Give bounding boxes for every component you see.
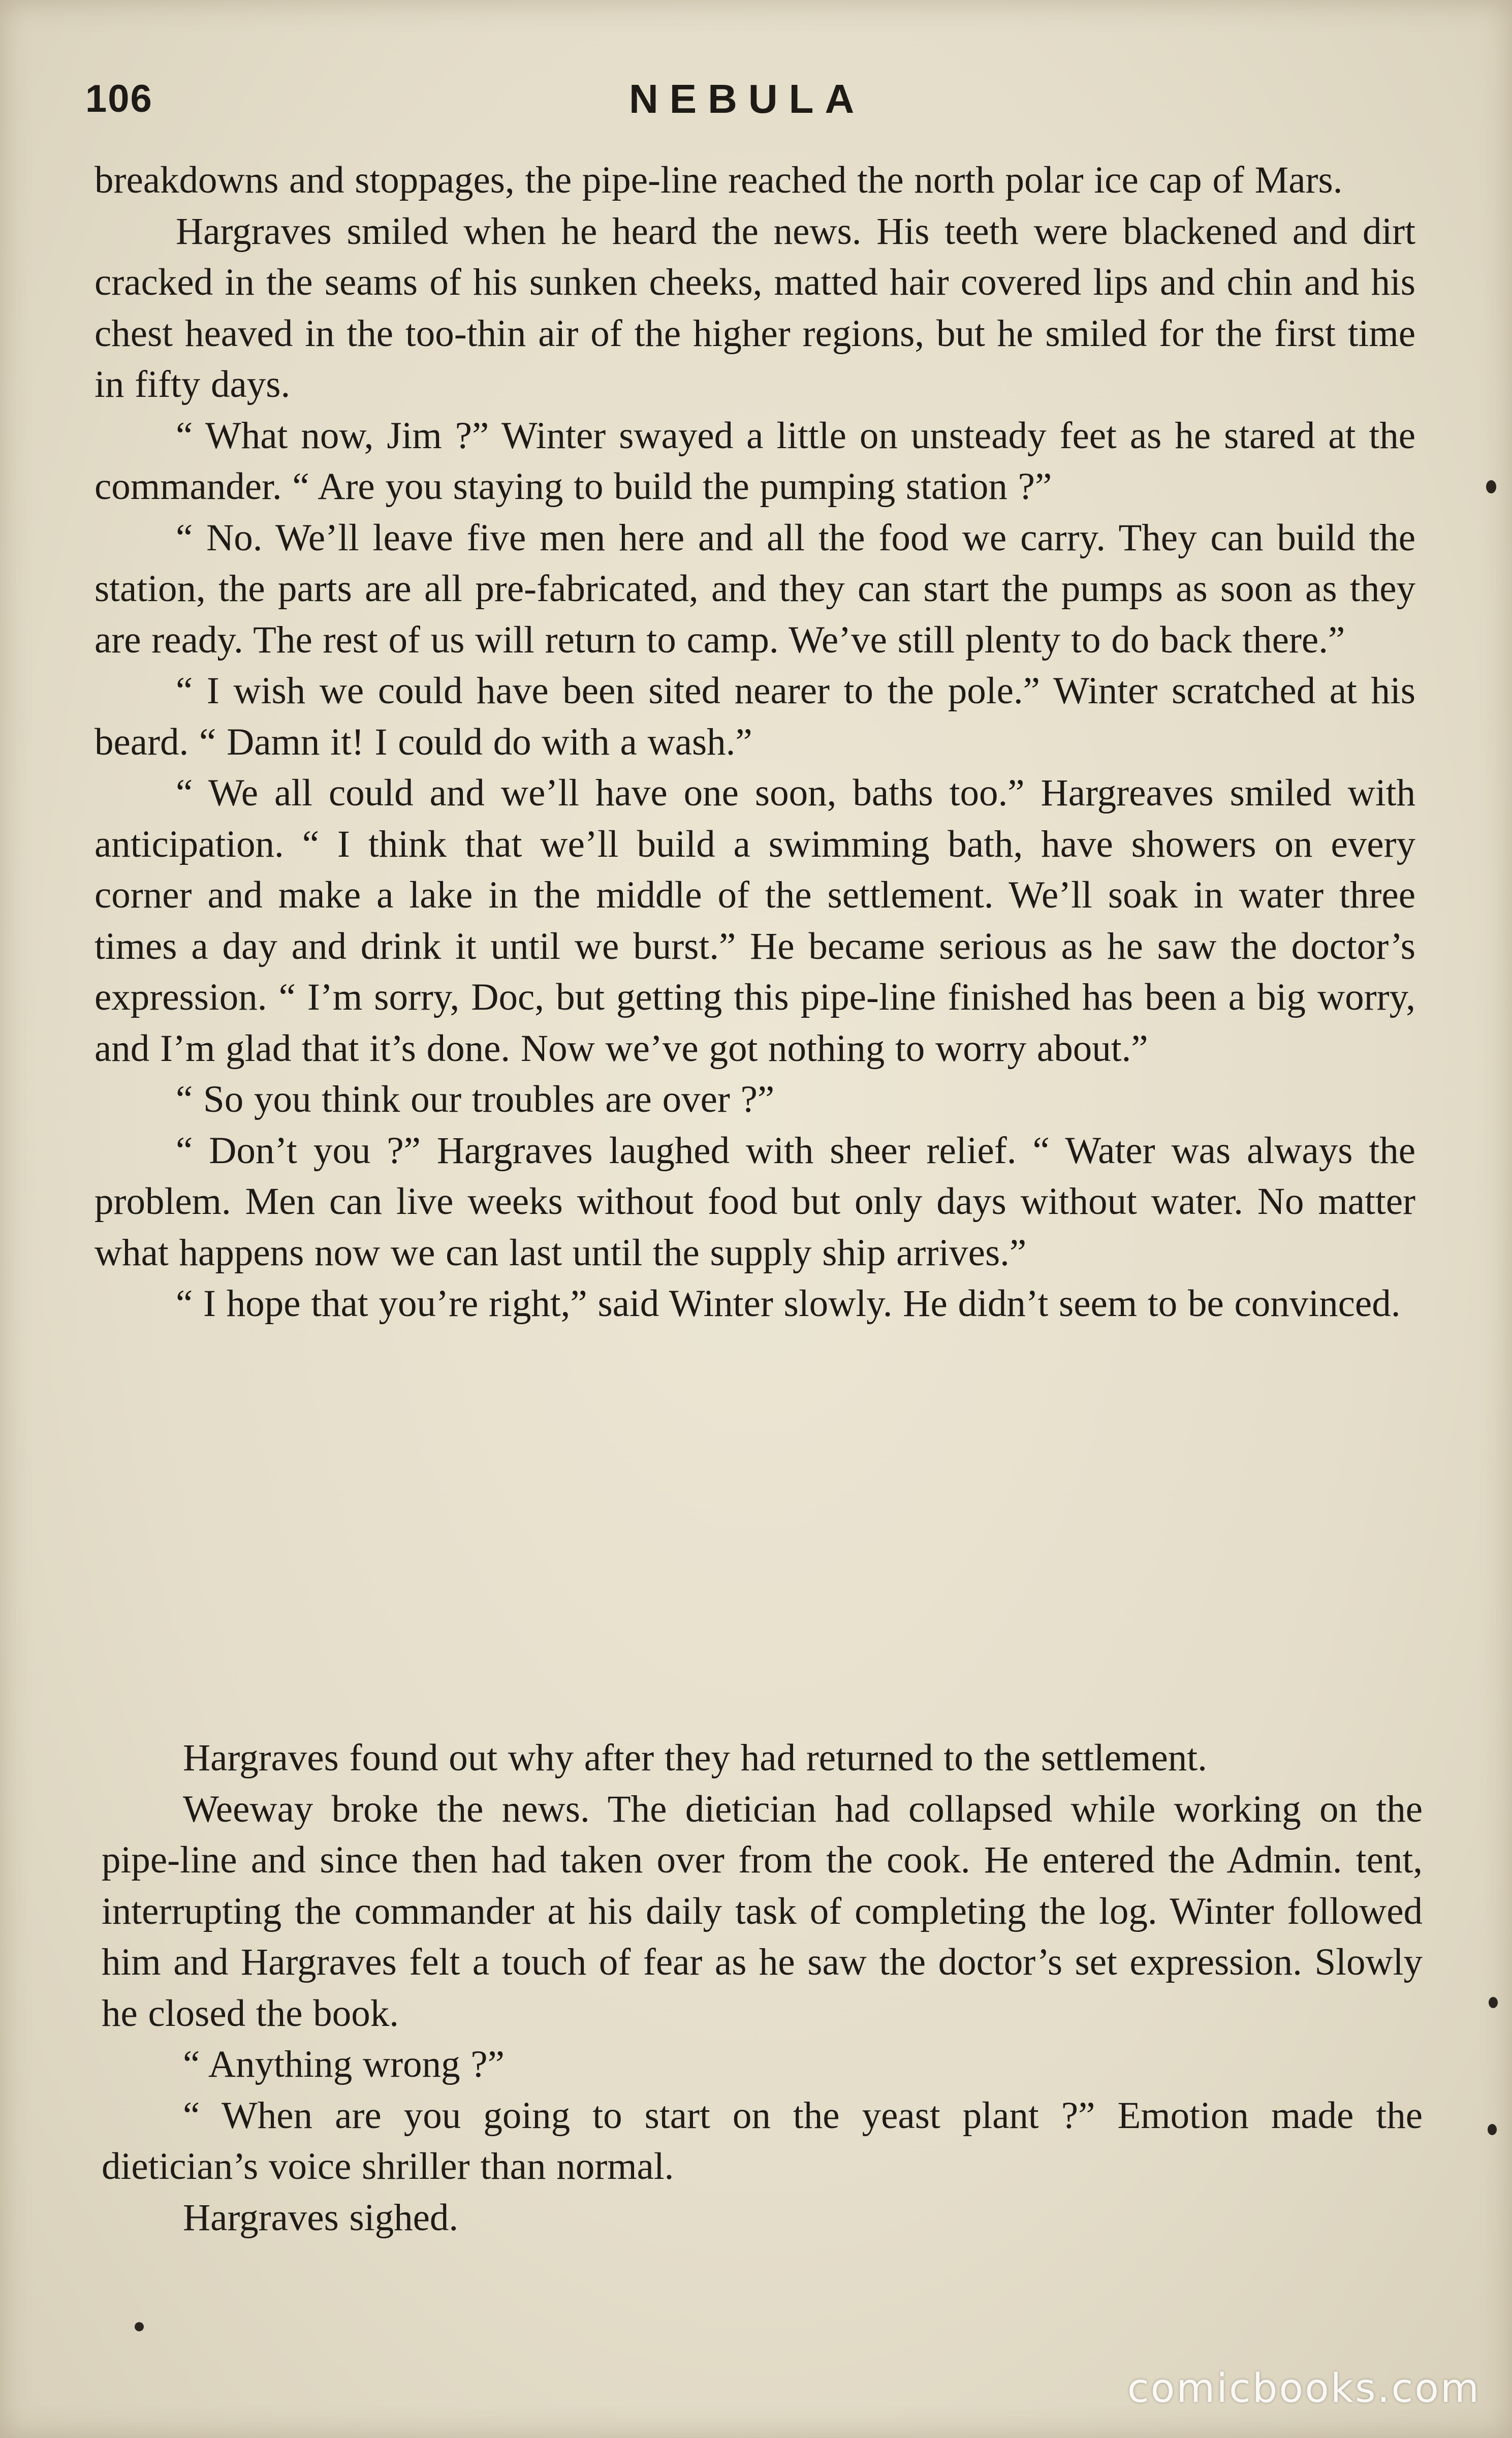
paragraph: “ I hope that you’re right,” said Winter slowly. He didn’t seem to be convinced. [176, 1283, 1401, 1325]
paragraph: Hargraves smiled when he heard the news. His teeth were blackened and dirt cracked in the seams of his sunken cheeks, matted hair covered lips and chin and his chest heaved in the too-thin air of the higher regions, but he smiled for the first time in fifty days. [94, 210, 1415, 405]
paragraph: “ What now, Jim ?” Winter swayed a little on unsteady feet as he stared at the commander. “ Are you staying to build the pumping station ?” [94, 414, 1415, 508]
page-number: 106 [85, 77, 153, 120]
body-text-upper [94, 155, 1415, 1330]
paragraph: “ No. We’ll leave five men here and all the food we carry. They can build the station, the parts are all pre-fabricated, and they can start the pumps as soon as they are ready. The rest of us will return to camp. We’ve still plenty to do back there.” [94, 516, 1415, 661]
page-header [0, 71, 1512, 127]
ink-spot [1488, 2124, 1497, 2135]
paragraph: Hargraves found out why after they had returned to the settlement. [183, 1737, 1207, 1779]
paragraph: “ I wish we could have been sited nearer to the pole.” Winter scratched at his beard. “ Damn it! I could do with a wash.” [94, 670, 1415, 763]
paragraph: Weeway broke the news. The dietician had collapsed while working on the pipe-line and since then had taken over from the cook. He entered the Admin. tent, interrupting the commander at his daily task of completing the log. Winter followed him and Hargraves felt a touch of fear as he saw the doctor’s set expression. Slowly he closed the book. [102, 1788, 1423, 2035]
ink-spot [1486, 480, 1496, 493]
paragraph: breakdowns and stoppages, the pipe-line reached the north polar ice cap of Mars. [94, 159, 1343, 201]
running-title: NEBULA [629, 76, 866, 121]
paragraph: Hargraves sighed. [183, 2196, 459, 2239]
paragraph: “ We all could and we’ll have one soon, baths too.” Hargreaves smiled with anticipation. “ I think that we’ll build a swimming bath, have showers on every corner and make a lake in the middle of the settlement. We’ll soak in water three times a day and drink it until we burst.” He became serious as he saw the doctor’s expression. “ I’m sorry, Doc, but getting this pipe-line finished has been a big worry, and I’m glad that it’s done. Now we’ve got nothing to worry about.” [94, 772, 1415, 1070]
watermark-logo: comicbooks.com [1127, 2366, 1480, 2412]
paragraph: “ Don’t you ?” Hargraves laughed with sheer relief. “ Water was always the problem. Men can live weeks without food but only days without water. No matter what happens now we can last until the supply ship arrives.” [94, 1129, 1415, 1274]
paragraph: “ When are you going to start on the yeast plant ?” Emotion made the dietician’s voice shriller than normal. [102, 2094, 1423, 2187]
body-text-lower [102, 1733, 1423, 2243]
ink-spot [135, 2322, 144, 2331]
ink-spot [1489, 1997, 1498, 2008]
paragraph: “ Anything wrong ?” [183, 2043, 505, 2085]
paragraph: “ So you think our troubles are over ?” [176, 1078, 775, 1120]
